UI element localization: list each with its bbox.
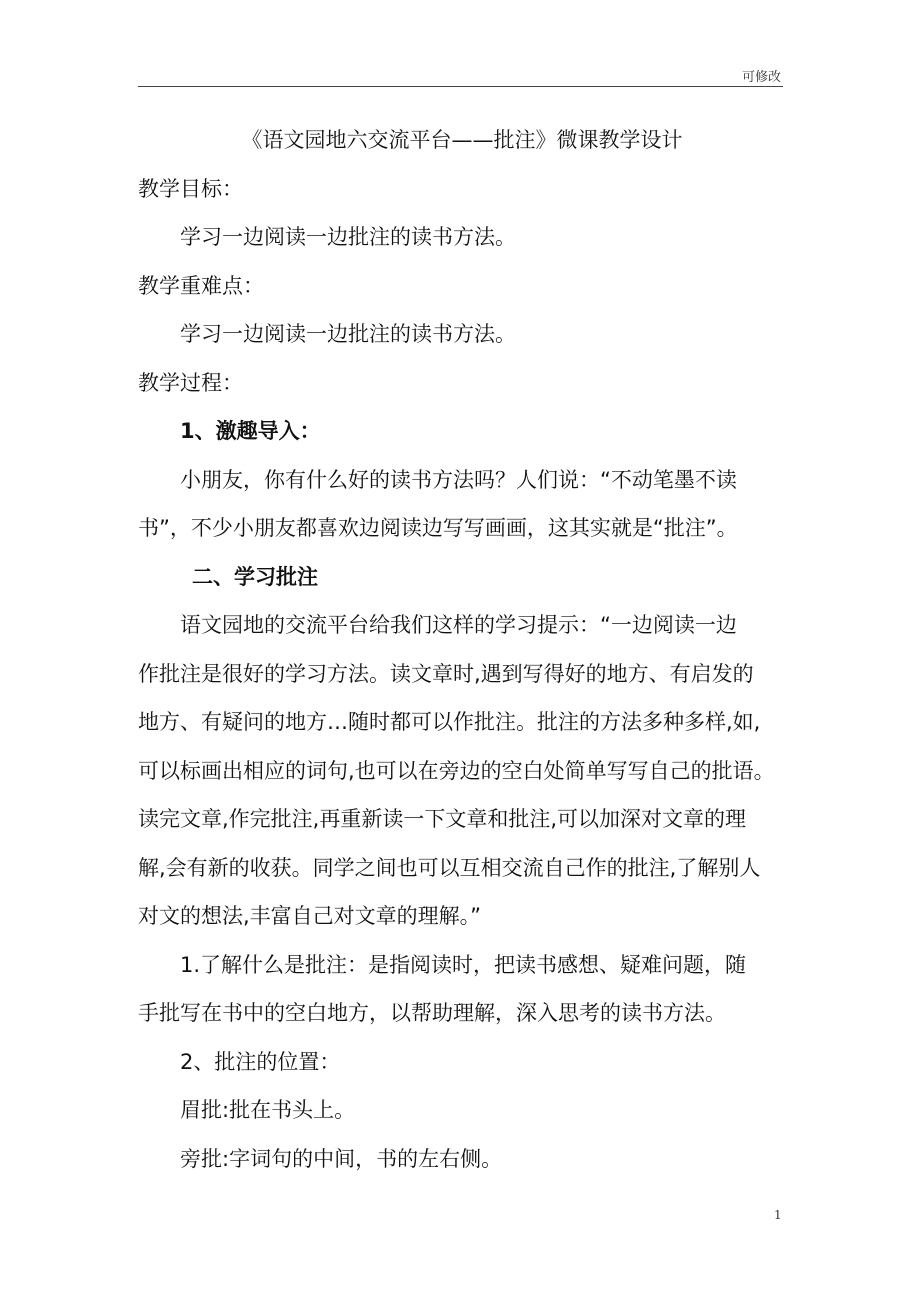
step2-line-4: 可以标画出相应的词句,也可以在旁边的空白处简单写写自己的批语。 [138, 758, 775, 783]
header-editable-label: 可修改 [741, 70, 781, 85]
objective-text: 学习一边阅读一边批注的读书方法。 [180, 225, 516, 249]
key-points-text: 学习一边阅读一边批注的读书方法。 [180, 322, 516, 346]
position-heading: 2、批注的位置： [180, 1049, 341, 1074]
step1-line-1: 小朋友，你有什么好的读书方法吗？人们说：“不动笔墨不读 [180, 467, 737, 492]
step2-heading: 二、学习批注 [192, 564, 318, 589]
definition-line-1: 1.了解什么是批注：是指阅读时，把读书感想、疑难问题，随 [180, 952, 747, 977]
document-body [138, 116, 786, 1183]
step2-line-3: 地方、有疑问的地方…随时都可以作批注。批注的方法多种多样,如, [138, 710, 761, 734]
definition-line-2: 手批写在书中的空白地方，以帮助理解，深入思考的读书方法。 [138, 1001, 726, 1025]
step2-line-5: 读完文章,作完批注,再重新读一下文章和批注,可以加深对文章的理 [138, 807, 747, 831]
step1-heading: 1、激趣导入： [180, 419, 321, 443]
header-divider [138, 86, 783, 87]
process-heading: 教学过程： [138, 370, 243, 395]
key-points-heading: 教学重难点： [138, 273, 264, 298]
position-side-note: 旁批:字词句的中间，书的左右侧。 [180, 1146, 503, 1171]
step1-line-2: 书”，不少小朋友都喜欢边阅读边写写画画，这其实就是“批注”。 [138, 516, 738, 540]
objective-heading: 教学目标： [138, 176, 243, 201]
step2-line-1: 语文园地的交流平台给我们这样的学习提示：“一边阅读一边 [180, 613, 737, 637]
step2-line-6: 解,会有新的收获。同学之间也可以互相交流自己作的批注,了解别人 [138, 855, 761, 880]
position-top-note: 眉批:批在书头上。 [180, 1098, 356, 1122]
step2-line-2: 作批注是很好的学习方法。读文章时,遇到写得好的地方、有启发的 [138, 661, 754, 686]
step2-line-7: 对文的想法,丰富自己对文章的理解。” [138, 904, 482, 928]
page-number: 1 [774, 1208, 782, 1222]
document-title: 《语文园地六交流平台——批注》微课教学设计 [241, 128, 683, 152]
